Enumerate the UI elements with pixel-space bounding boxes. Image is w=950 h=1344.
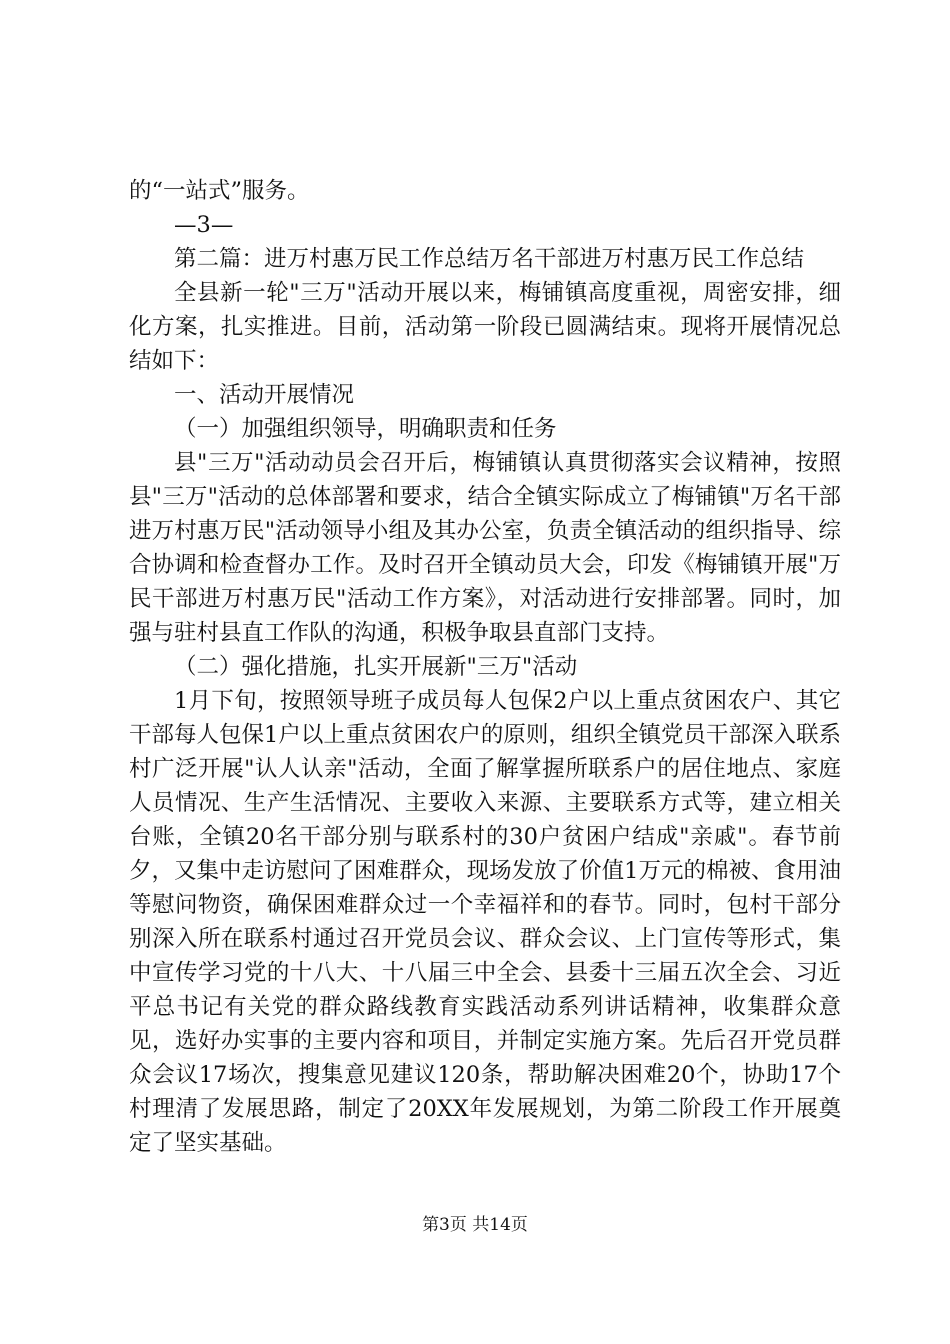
page-marker: —3— bbox=[174, 212, 234, 238]
paragraph-intro: 全县新一轮"三万"活动开展以来，梅铺镇高度重视，周密安排，细化方案，扎实推进。目前，活动第一阶段已圆满结束。现将开展情况总结如下： bbox=[129, 280, 841, 374]
heading-level-1: 一、活动开展情况 bbox=[174, 382, 355, 408]
paragraph-continuation: 的“一站式”服务。 bbox=[129, 178, 310, 204]
document-body bbox=[129, 174, 841, 1160]
paragraph-organization: 县"三万"活动动员会召开后，梅铺镇认真贯彻落实会议精神，按照县"三万"活动的总体部署和要求，结合全镇实际成立了梅铺镇"万名干部进万村惠万民"活动领导小组及其办公室，负责全镇活动的组织指导、综合协调和检查督办工作。及时召开全镇动员大会，印发《梅铺镇开展"万民干部进万村惠万民"活动工作方案》，对活动进行安排部署。同时，加强与驻村县直工作队的沟通，积极争取县直部门支持。 bbox=[129, 450, 841, 646]
section-title: 第二篇：进万村惠万民工作总结万名干部进万村惠万民工作总结 bbox=[174, 246, 805, 272]
heading-level-2-first: （一）加强组织领导，明确职责和任务 bbox=[174, 416, 557, 442]
heading-level-2-second: （二）强化措施，扎实开展新"三万"活动 bbox=[174, 654, 578, 680]
paragraph-measures: 1月下旬，按照领导班子成员每人包保2户以上重点贫困农户、其它干部每人包保1户以上重点贫困农户的原则，组织全镇党员干部深入联系村广泛开展"认人认亲"活动，全面了解掌握所联系户的居住地点、家庭人员情况、生产生活情况、主要收入来源、主要联系方式等，建立相关台账，全镇20名干部分别与联系村的30户贫困户结成"亲戚"。春节前夕，又集中走访慰问了困难群众，现场发放了价值1万元的棉被、食用油等慰问物资，确保困难群众过一个幸福祥和的春节。同时，包村干部分别深入所在联系村通过召开党员会议、群众会议、上门宣传等形式，集中宣传学习党的十八大、十八届三中全会、县委十三届五次全会、习近平总书记有关党的群众路线教育实践活动系列讲话精神，收集群众意见，选好办实事的主要内容和项目，并制定实施方案。先后召开党员群众会议17场次，搜集意见建议120条，帮助解决困难20个，协助17个村理清了发展思路，制定了20XX年发展规划，为第二阶段工作开展奠定了坚实基础。 bbox=[129, 688, 841, 1156]
page-number-footer: 第3页 共14页 bbox=[422, 1215, 528, 1235]
